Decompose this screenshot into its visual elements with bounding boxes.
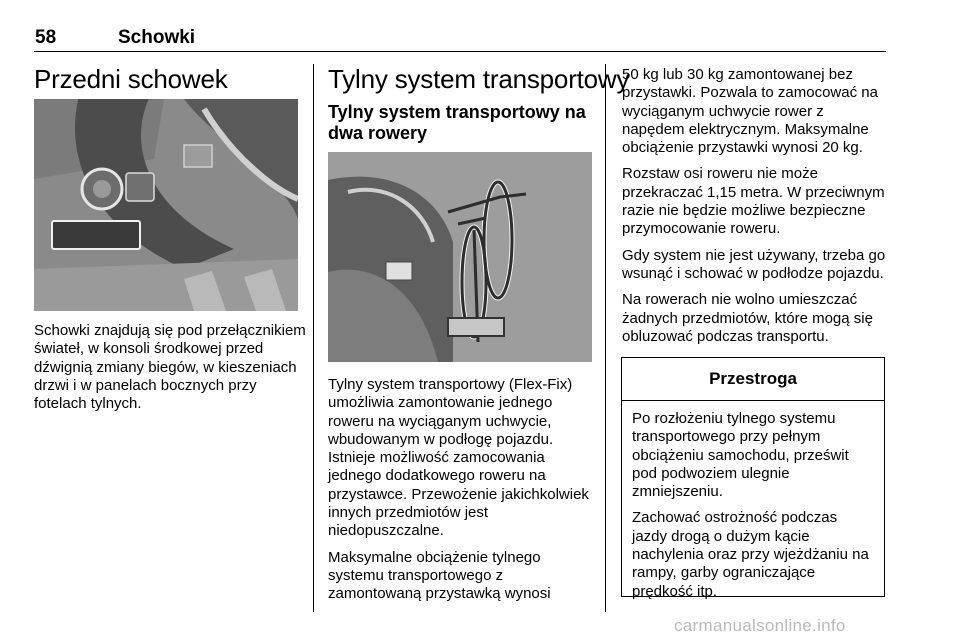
front-storage-heading: Przedni schowek — [34, 64, 228, 94]
caution-paragraph-1: Po rozłożeniu tylnego systemu transportowego przy pełnym obciążeniu samochodu, prześwit pod podwoziem ulegnie zmniejszeniu. — [632, 410, 849, 501]
rear-bike-carrier-illustration — [328, 152, 592, 362]
page-number: 58 — [35, 27, 57, 48]
caution-title: Przestroga — [622, 358, 884, 401]
front-storage-text — [34, 322, 306, 421]
caution-box — [621, 357, 885, 600]
front-storage-paragraph: Schowki znajdują się pod przełącznikiem świateł, w konsoli środkowej przed dźwignią zmiany biegów, w kieszeniach drzwi i w panelach bocznych przy fotelach tylnych. — [34, 322, 306, 413]
column-divider-1 — [313, 64, 314, 612]
stowing-paragraph: Gdy system nie jest używany, trzeba go wsunąć i schować w podłodze pojazdu. — [622, 246, 886, 282]
load-paragraph: 50 kg lub 30 kg zamontowanej bez przystawki. Pozwala to zamocować na wyciąganym uchwycie rower z napędem elektrycznym. Maksymalne obciążenie przystawki wynosi 20 kg. — [622, 66, 878, 157]
rear-carrier-paragraph-1: Tylny system transportowy (Flex-Fix) umożliwia zamontowanie jednego roweru na wyciąganym uchwycie, wbudowanym w podłogę pojazdu. Istnieje możliwość zamocowania jednego dodatkowego roweru na przystawce. Przewożenie jakichkolwiek innych przedmiotów jest niedopuszczalne. — [328, 376, 589, 540]
rear-carrier-paragraph-2: Maksymalne obciążenie tylnego systemu transportowego z zamontowaną przystawką wynosi — [328, 548, 551, 603]
section-title: Schowki — [118, 27, 196, 48]
rear-carrier-text — [328, 376, 600, 612]
rear-carrier-subheading: Tylny system transportowy na dwa rowery — [328, 102, 586, 143]
rear-carrier-continued — [622, 66, 890, 354]
column-divider-2 — [605, 64, 606, 612]
rear-carrier-heading: Tylny system transportowy — [328, 64, 630, 94]
dashboard-drawing — [34, 99, 298, 311]
loose-items-paragraph: Na rowerach nie wolno umieszczać żadnych przedmiotów, które mogą się obluzować podczas transportu. — [622, 291, 873, 345]
caution-body — [622, 401, 884, 601]
bike-carrier-drawing — [328, 152, 592, 362]
watermark: carmanualsonline.info — [674, 616, 846, 635]
dashboard-storage-illustration — [34, 99, 298, 311]
wheelbase-paragraph: Rozstaw osi roweru nie może przekraczać 1,15 metra. W przeciwnym razie nie będzie możliwe bezpieczne przymocowanie roweru. — [622, 165, 885, 238]
caution-paragraph-2: Zachować ostrożność podczas jazdy drogą o dużym kącie nachylenia oraz przy wjeżdżaniu na rampy, garby ograniczające prędkość itp. — [632, 509, 869, 600]
header-rule — [34, 51, 886, 52]
